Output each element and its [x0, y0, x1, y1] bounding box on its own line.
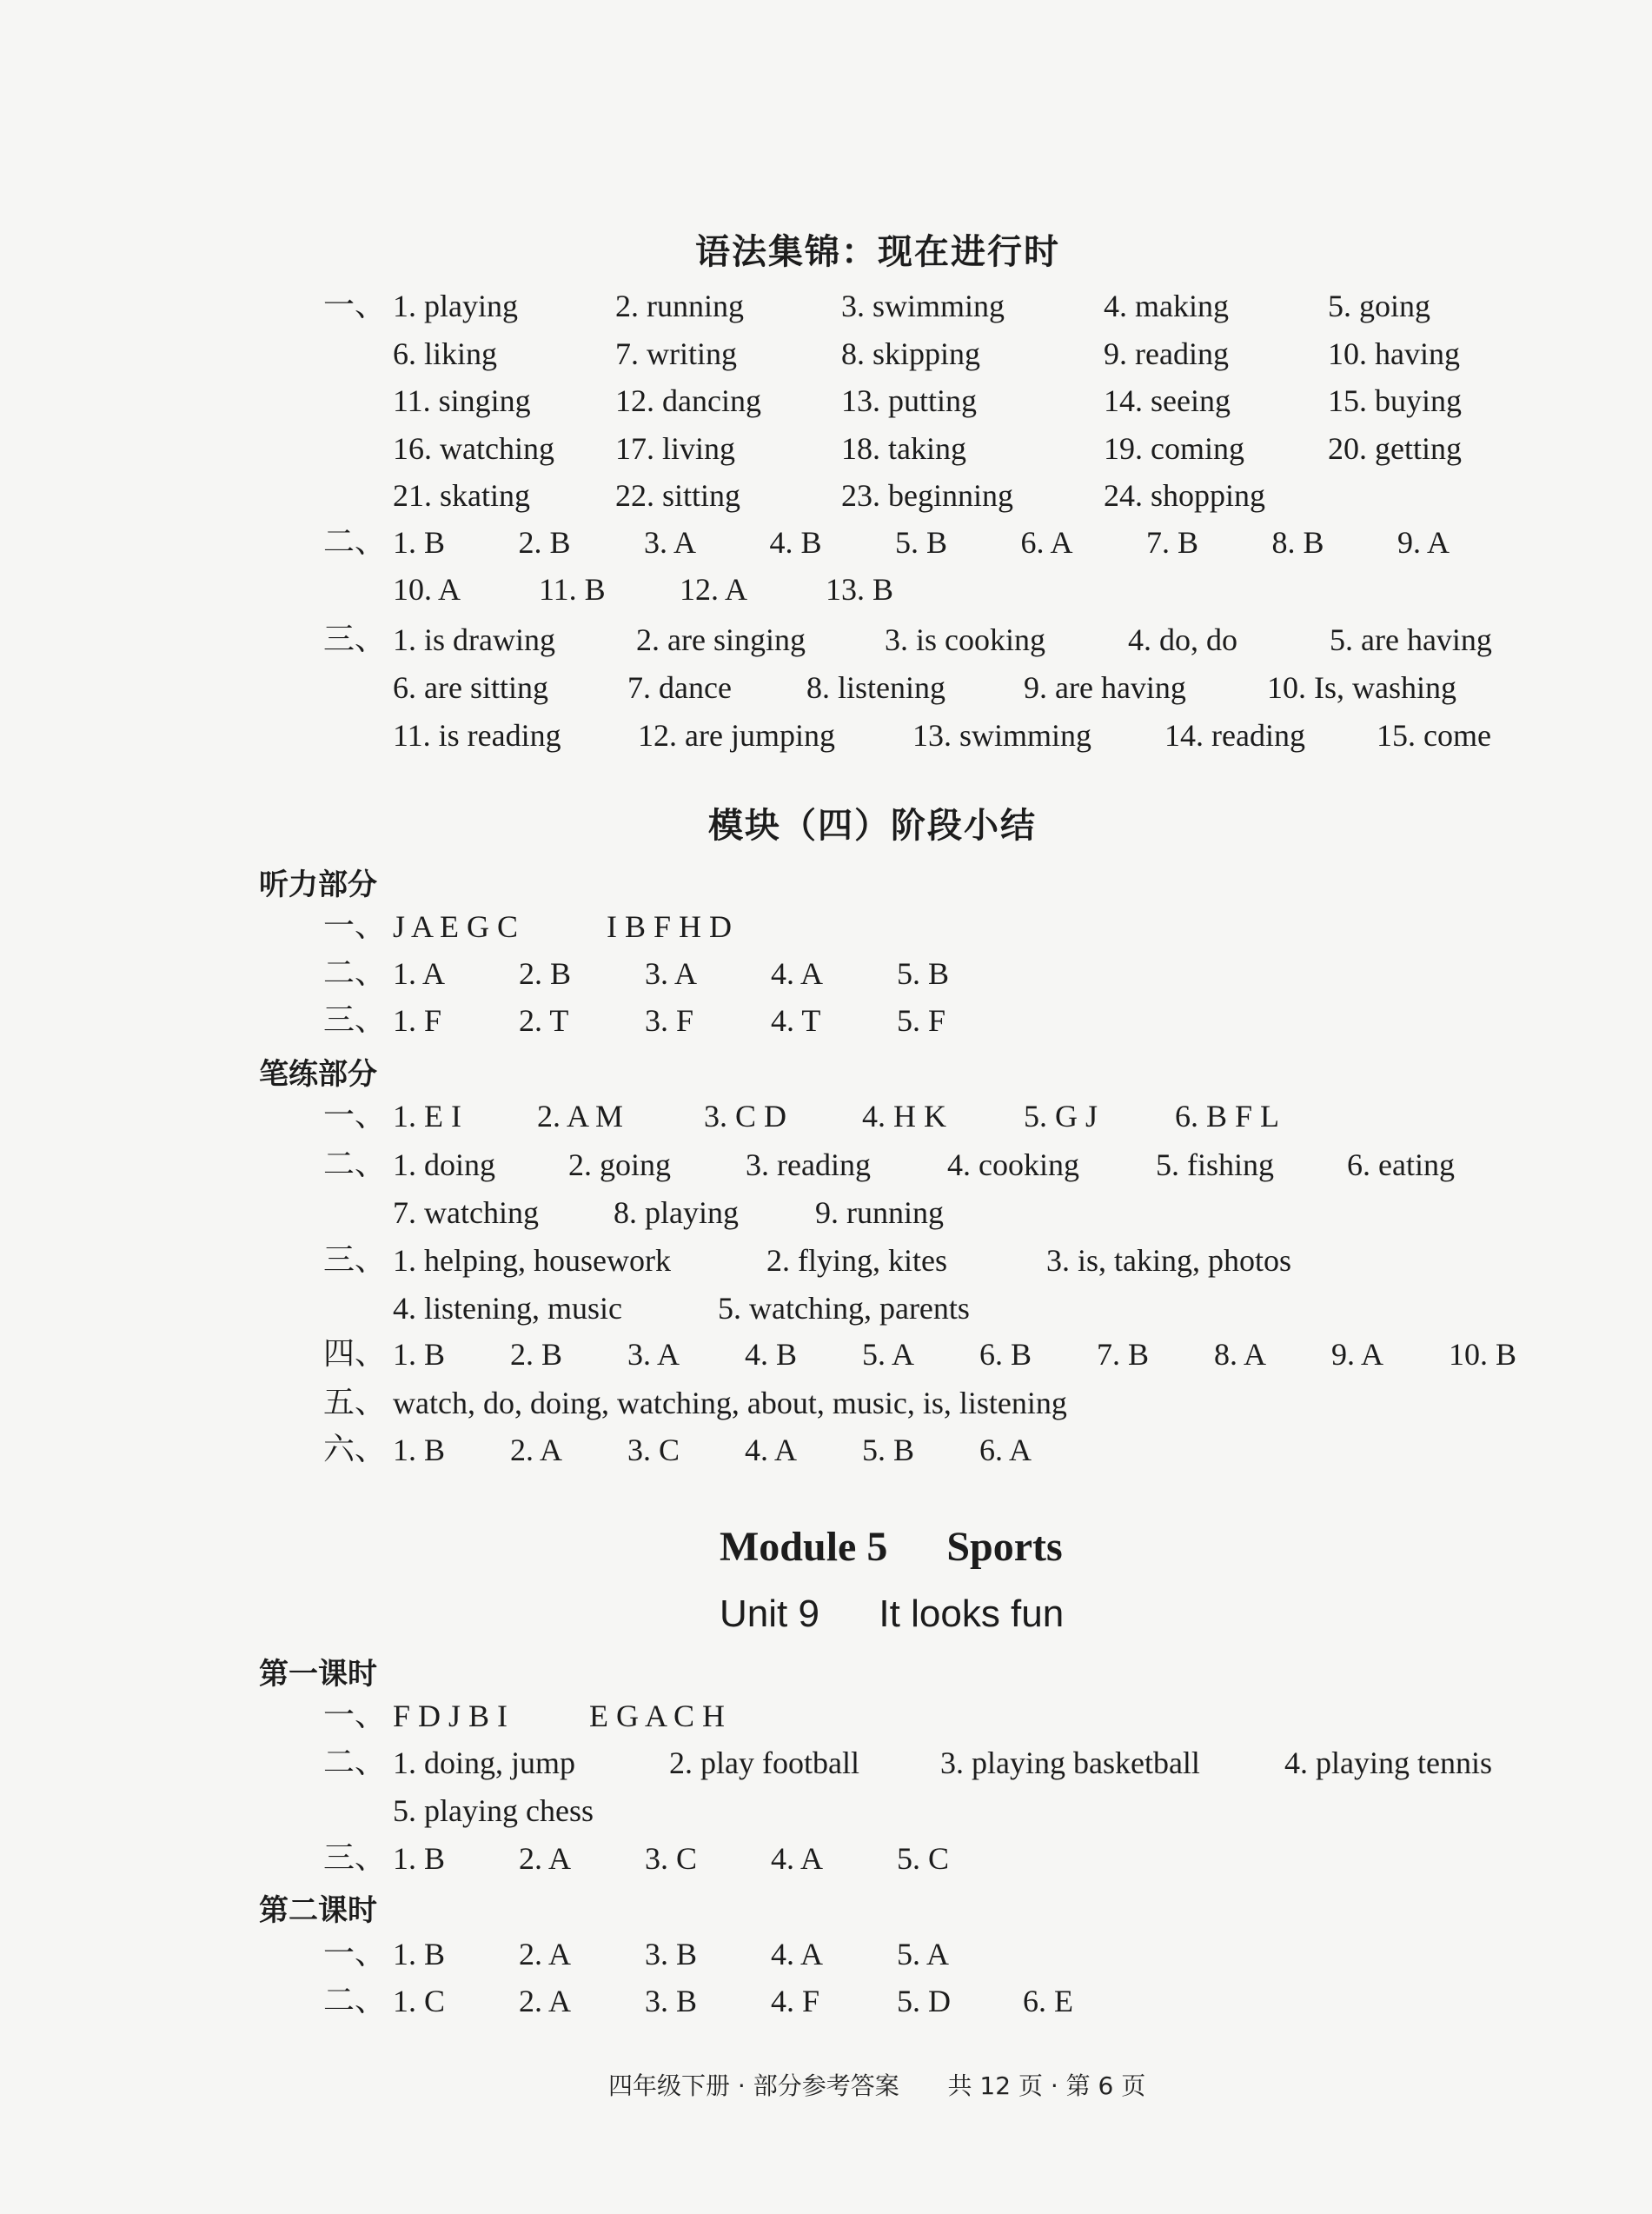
answer-cell: 1. A — [393, 956, 446, 991]
answer-cell: 3. A — [645, 956, 698, 991]
writing-part-heading: 笔练部分 — [259, 1057, 377, 1092]
question-label: 六、 — [323, 1432, 387, 1467]
answer-cell: 1. playing — [393, 289, 518, 323]
answer-cell: 4. T — [771, 1003, 821, 1038]
answer-cell: 1. helping, housework — [393, 1243, 671, 1278]
answer-cell: 10. B — [1449, 1337, 1517, 1372]
answer-cell: 5. B — [862, 1433, 915, 1467]
grammar-section-title: 语法集锦：现在进行时 — [695, 232, 1060, 272]
answer-cell: 4. H K — [862, 1099, 946, 1134]
answer-cell: watch, do, doing, watching, about, music, is, listening — [393, 1386, 1067, 1420]
answer-cell: 6. B F L — [1175, 1099, 1280, 1134]
answer-cell: 22. sitting — [615, 478, 741, 513]
answer-cell: 6. are sitting — [393, 670, 548, 705]
answer-cell: 4. listening, music — [393, 1291, 622, 1326]
answer-cell: 4. A — [771, 956, 824, 991]
answer-cell: 2. A M — [537, 1099, 624, 1134]
footer — [608, 2067, 1145, 2102]
answer-cell: 9. A — [1397, 525, 1450, 560]
answer-cell: 1. doing, jump — [393, 1745, 576, 1780]
answer-cell: 5. G J — [1024, 1099, 1098, 1134]
answer-cell: 7. B — [1097, 1337, 1150, 1372]
answer-cell: 3. C — [645, 1841, 698, 1876]
answer-cell: 18. taking — [841, 430, 966, 466]
answer-cell: 14. seeing — [1104, 383, 1231, 418]
answer-cell: 10. having — [1328, 336, 1460, 371]
answer-cell: 2. B — [518, 525, 571, 560]
answer-cell: 4. B — [745, 1337, 798, 1372]
answer-cell: 2. B — [510, 1337, 563, 1372]
answer-cell: 3. C — [627, 1433, 680, 1467]
question-label: 一、 — [323, 1098, 387, 1134]
footer-pages: 共 12 页 · 第 6 页 — [947, 2071, 1146, 2100]
answer-cell: 6. A — [979, 1433, 1032, 1467]
answer-cell: 3. is cooking — [885, 622, 1045, 657]
answer-cell: 8. listening — [806, 670, 945, 705]
answer-cell: 5. fishing — [1156, 1147, 1275, 1182]
answer-cell: 3. C D — [704, 1099, 787, 1134]
answer-cell: 7. writing — [615, 336, 737, 371]
answer-cell: 12. dancing — [615, 383, 761, 418]
answer-cell: 5. playing chess — [393, 1793, 594, 1828]
answer-cell: 16. watching — [393, 430, 554, 466]
answer-cell: 1. doing — [393, 1147, 496, 1182]
answer-cell: 2. going — [568, 1147, 672, 1182]
answer-cell: 10. A — [393, 572, 461, 607]
answer-cell: 2. A — [519, 1937, 572, 1971]
unit-name: It looks fun — [879, 1592, 1065, 1635]
answer-cell: 12. A — [680, 572, 748, 607]
answer-cell: 12. are jumping — [638, 718, 835, 753]
footer-book: 四年级下册 · 部分参考答案 — [608, 2071, 899, 2100]
answer-cell: 24. shopping — [1104, 478, 1266, 513]
answer-cell: 11. B — [539, 572, 606, 607]
answer-cell: 4. cooking — [947, 1147, 1079, 1182]
question-label: 三、 — [323, 1840, 387, 1876]
question-label: 三、 — [323, 1242, 387, 1278]
answer-cell: 7. dance — [627, 670, 732, 705]
question-label: 一、 — [323, 1936, 387, 1971]
answer-cell: J A E G C — [393, 909, 519, 944]
answer-cell: 5. D — [897, 1984, 951, 2018]
answer-cell: 2. running — [615, 289, 744, 323]
answer-cell: 6. E — [1023, 1984, 1073, 2018]
answer-cell: 1. B — [393, 1433, 446, 1467]
module-title — [720, 1523, 1063, 1571]
lesson1-heading: 第一课时 — [259, 1657, 377, 1692]
answer-cell: 11. is reading — [393, 718, 561, 753]
answer-cell: 3. B — [645, 1937, 698, 1971]
answer-cell: 2. B — [519, 956, 572, 991]
answer-cell: 4. A — [745, 1433, 798, 1467]
answer-cell: 2. T — [519, 1003, 569, 1038]
answer-cell: 1. B — [393, 525, 446, 560]
answer-cell: 9. A — [1331, 1337, 1384, 1372]
question-label: 二、 — [323, 955, 387, 991]
answer-cell: 8. playing — [614, 1195, 739, 1230]
answer-cell: 9. reading — [1104, 336, 1229, 371]
answer-cell: 1. is drawing — [393, 622, 555, 657]
question-label: 一、 — [323, 908, 387, 944]
answer-cell: 11. singing — [393, 383, 531, 418]
answer-cell: 13. swimming — [912, 718, 1092, 753]
answer-cell: 4. making — [1104, 289, 1229, 323]
answer-cell: 6. A — [1020, 525, 1073, 560]
question-label: 四、 — [323, 1336, 387, 1372]
answer-cell: 19. coming — [1104, 430, 1244, 466]
answer-cell: 4. do, do — [1128, 622, 1237, 657]
answer-cell: 10. Is, washing — [1267, 670, 1456, 705]
question-label: 二、 — [323, 1983, 387, 2018]
answer-cell: 15. come — [1377, 718, 1491, 753]
module-number: Module 5 — [720, 1524, 888, 1570]
answer-cell: 6. B — [979, 1337, 1032, 1372]
question-label: 五、 — [323, 1385, 387, 1420]
answer-cell: 4. F — [771, 1984, 820, 2018]
grammar-q2-label: 二、 — [323, 524, 387, 560]
answer-cell: 5. B — [895, 525, 948, 560]
answer-cell: 7. watching — [393, 1195, 539, 1230]
answer-cell: 1. B — [393, 1337, 446, 1372]
unit-title — [720, 1592, 1064, 1636]
module-subject: Sports — [946, 1524, 1063, 1570]
answer-cell: 5. A — [897, 1937, 950, 1971]
answer-cell: 2. are singing — [636, 622, 806, 657]
answer-cell: 5. B — [897, 956, 950, 991]
answer-cell: 1. B — [393, 1937, 446, 1971]
answer-cell: 15. buying — [1328, 383, 1463, 418]
answer-cell: 3. A — [644, 525, 697, 560]
question-label: 三、 — [323, 1002, 387, 1038]
answer-cell: 3. swimming — [841, 289, 1005, 323]
answer-cell: 3. A — [627, 1337, 680, 1372]
answer-cell: 14. reading — [1164, 718, 1305, 753]
answer-cell: I B F H D — [607, 909, 733, 944]
answer-cell: 2. A — [519, 1841, 572, 1876]
answer-cell: 8. A — [1214, 1337, 1267, 1372]
question-label: 一、 — [323, 1698, 387, 1733]
answer-cell: 20. getting — [1328, 430, 1462, 466]
answer-cell: 8. B — [1271, 525, 1324, 560]
answer-cell: 1. B — [393, 1841, 446, 1876]
answer-cell: 6. eating — [1347, 1147, 1455, 1182]
answer-cell: 17. living — [615, 430, 736, 466]
answer-cell: 13. B — [826, 572, 894, 607]
answer-cell: 2. A — [519, 1984, 572, 2018]
answer-cell: 8. skipping — [841, 336, 981, 371]
answer-cell: 1. C — [393, 1984, 446, 2018]
answer-cell: 3. is, taking, photos — [1046, 1243, 1292, 1278]
answer-cell: 7. B — [1146, 525, 1199, 560]
answer-cell: 1. F — [393, 1003, 442, 1038]
answer-cell: 2. play football — [669, 1745, 859, 1780]
answer-cell: 5. F — [897, 1003, 946, 1038]
answer-cell: 5. A — [862, 1337, 915, 1372]
answer-cell: 9. running — [815, 1195, 944, 1230]
unit-number: Unit 9 — [720, 1592, 819, 1635]
answer-cell: 4. playing tennis — [1284, 1745, 1492, 1780]
module4-summary-title: 模块（四）阶段小结 — [708, 806, 1037, 846]
answer-cell: 4. A — [771, 1841, 824, 1876]
answer-cell: 2. flying, kites — [766, 1243, 947, 1278]
answer-cell: 1. E I — [393, 1099, 461, 1134]
answer-cell: F D J B I — [393, 1699, 508, 1733]
answer-cell: 5. watching, parents — [718, 1291, 970, 1326]
question-label: 二、 — [323, 1745, 387, 1780]
answer-cell: 4. B — [769, 525, 822, 560]
grammar-q3-label: 三、 — [323, 622, 387, 657]
lesson2-heading: 第二课时 — [259, 1893, 377, 1928]
answer-cell: 3. playing basketball — [940, 1745, 1200, 1780]
answer-cell: 4. A — [771, 1937, 824, 1971]
answer-cell: 5. going — [1328, 289, 1431, 323]
answer-cell: 13. putting — [841, 383, 978, 418]
answer-cell: 5. are having — [1330, 622, 1492, 657]
answer-cell: 6. liking — [393, 336, 498, 371]
question-label: 二、 — [323, 1147, 387, 1182]
answer-cell: 3. B — [645, 1984, 698, 2018]
answer-cell: 2. A — [510, 1433, 563, 1467]
answer-cell: 3. F — [645, 1003, 694, 1038]
grammar-q1-label: 一、 — [323, 288, 387, 323]
answer-cell: 5. C — [897, 1841, 950, 1876]
answer-cell: E G A C H — [589, 1699, 726, 1733]
answer-cell: 21. skating — [393, 478, 530, 513]
listening-part-heading: 听力部分 — [259, 868, 377, 902]
answer-cell: 23. beginning — [841, 478, 1013, 513]
answer-cell: 3. reading — [746, 1147, 871, 1182]
answer-cell: 9. are having — [1024, 670, 1186, 705]
